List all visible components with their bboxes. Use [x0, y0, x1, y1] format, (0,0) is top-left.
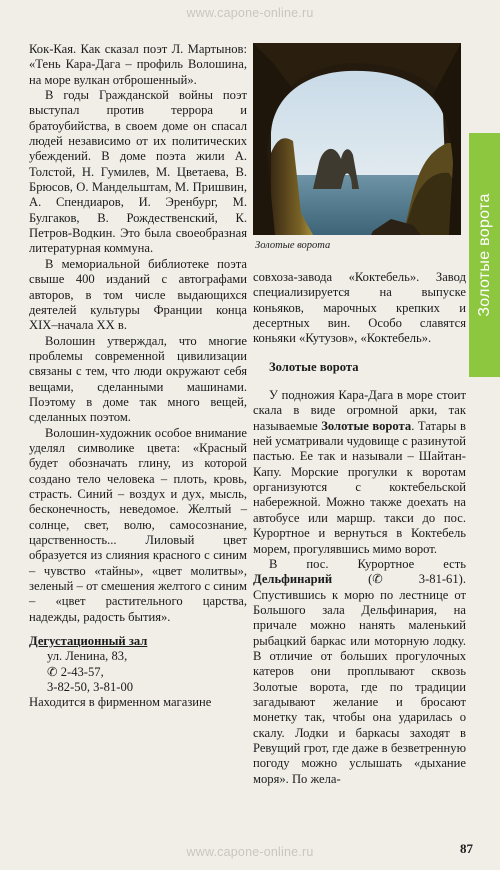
paragraph: Волошин утверждал, что многие проблемы современной цивилизации связаны с тем, что люди окружают себя вещами, сделанными машинами. Поэтому в доме так много вещей, сделанных поэтом.	[29, 333, 247, 425]
paragraph: В годы Гражданской войны поэт выступал против террора и братоубийства, в своем доме он спасал людей независимо от их политических убеждений. В доме поэта жили А. Толстой, Н. Гумилев, М. Цветаева, В. Брюсов, О. Мандельштам, М. Пришвин, А. Спендиаров, И. Эренбург, М. Булгаков, В. Рождественский, К. Петров-Водкин. Это была своеобразная литературная коммуна.	[29, 88, 247, 256]
text-run: Спустившись к морю по лестнице от Большого зала Дельфинария, на причале можно нанять маленький рыбацкий баркас или моторную лодку. В отличие от больших прогулочных катеров они проплывают сквозь Золотые ворота, где по традиции загадывают желание и бросают монетку так, чтобы она ударилась о скалу. Лодки и баркасы заходят в Ревущий грот, где даже в безветренную погоду можно услышать «дыхание моря». По жела-	[253, 587, 466, 786]
bold-term: Дельфинарий	[253, 572, 333, 587]
tasting-room-address: ул. Ленина, 83,	[47, 649, 128, 664]
tasting-room-phone-1: ✆ 2-43-57,	[47, 664, 104, 679]
golden-gate-illustration	[253, 43, 461, 235]
tasting-room-phone-2: 3-82-50, 3-81-00	[47, 680, 134, 695]
text-run: У подножия Кара-Дага в море стоит скала в виде огромной арки, так называемые	[253, 388, 466, 433]
paragraph	[253, 557, 466, 787]
tasting-room-note: Находится в фирменном магазине	[29, 695, 212, 710]
photo-caption: Золотые ворота	[255, 240, 331, 251]
left-column	[29, 42, 247, 711]
paragraph	[253, 388, 466, 557]
paragraph: Волошин-художник особое внимание уделял символике цвета: «Красный будет обозначать глину, из которой создано тело человека – плоть, кровь, страсть. Синий – воздух и дух, мысль, бесконечность, неведомое. Желтый – солнце, свет, волю, самосознание, царственность... Лиловый цвет образуется из слияния красного с синим – чувство «тайны», «цвет молитвы», зеленый – от смешения желтого с синим – «цвет растительного царства, надежды, радость бытия».	[29, 425, 247, 624]
tasting-room-heading: Дегустационный зал	[29, 634, 148, 649]
paragraph: совхоза-завода «Коктебель». Завод специализируется на выпуске коньяков, марочных крепких и десертных вин. Особо славятся коньяки «Кутузов», «Коктебель».	[253, 270, 466, 346]
paragraph: Кок-Кая. Как сказал поэт Л. Мартынов: «Тень Кара-Дага – профиль Волошина, на море вулкан отброшенный».	[29, 42, 247, 87]
watermark-top: www.capone-online.ru	[186, 6, 314, 20]
page-number: 87	[460, 841, 473, 856]
phone-run: (✆ 3-81-61).	[332, 572, 466, 587]
section-side-tab	[469, 133, 500, 377]
bold-term: Золотые ворота	[321, 418, 412, 433]
right-column	[253, 270, 466, 787]
paragraph: В мемориальной библиотеке поэта свыше 400 изданий с автографами авторов, в том числе выдающихся деятелей культуры Франции конца XIX–начала XX в.	[29, 256, 247, 333]
text-run: . Татары в ней усматривали чудовище с разинутой пастью. Ее так и называли – Шайтан-Капу. Морские прогулки к воротам организуются с коктебельской набережной. Можно также доехать на автобусе или маршр. такси до пос. Курортное и вернуться в Коктебель морем, прогулявшись мимо ворот.	[253, 418, 467, 556]
side-tab-label: Золотые ворота	[475, 193, 493, 317]
text-run: В пос. Курортное есть	[269, 556, 466, 571]
golden-gate-heading: Золотые ворота	[269, 359, 359, 374]
watermark-bottom: www.capone-online.ru	[186, 845, 314, 859]
golden-gate-photo	[253, 43, 461, 235]
